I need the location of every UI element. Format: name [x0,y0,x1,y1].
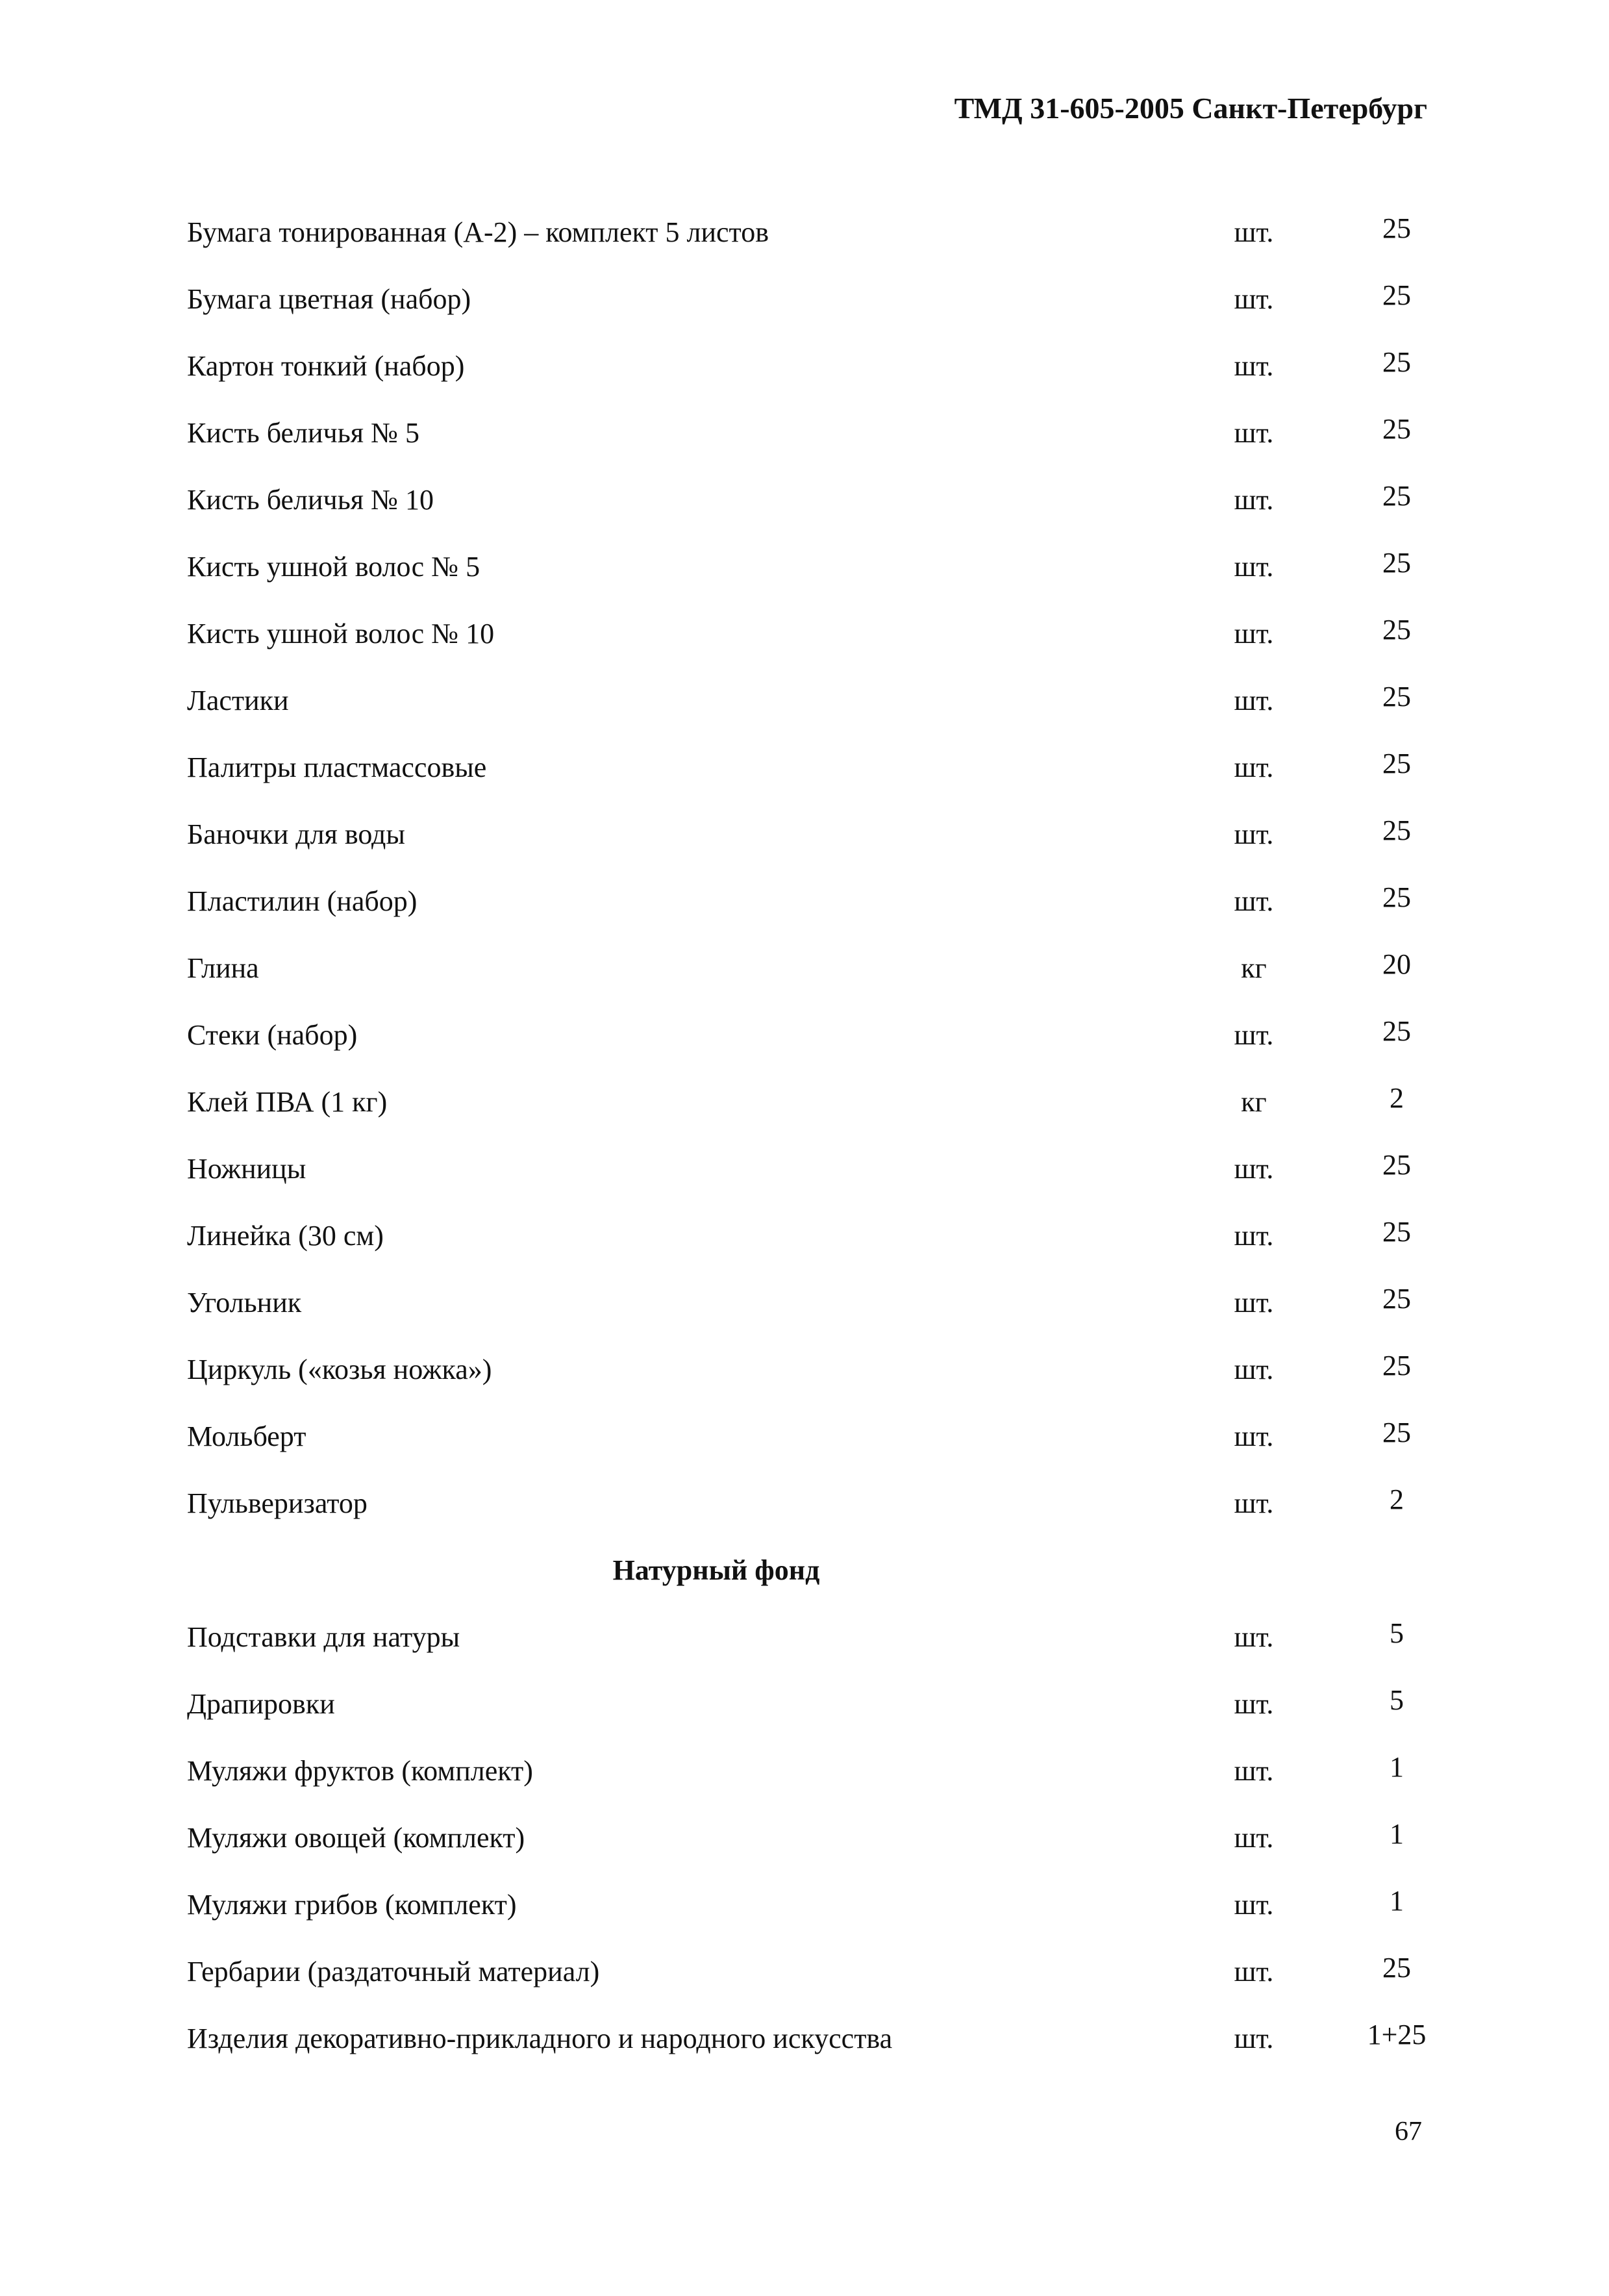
item-name: Бумага тонированная (А-2) – комплект 5 листов [187,216,769,248]
item-unit: шт. [1234,1621,1274,1653]
list-item [187,209,1427,276]
item-unit: кг [1241,1086,1267,1118]
list-item [187,276,1427,343]
item-unit: шт. [1234,2023,1274,2054]
item-quantity: 25 [1382,1283,1411,1315]
item-name: Подставки для натуры [187,1621,460,1653]
item-unit: шт. [1234,417,1274,449]
list-item [187,2015,1427,2082]
item-quantity: 2 [1390,1483,1404,1515]
equipment-list [187,209,1427,2082]
item-name: Муляжи фруктов (комплект) [187,1755,533,1787]
item-name: Пластилин (набор) [187,885,418,917]
item-unit: шт. [1234,751,1274,783]
item-name: Муляжи грибов (комплект) [187,1889,517,1921]
item-quantity: 5 [1390,1617,1404,1649]
item-quantity: 25 [1382,1417,1411,1448]
item-name: Палитры пластмассовые [187,751,487,783]
list-item [187,878,1427,945]
item-quantity: 25 [1382,1350,1411,1381]
item-name: Баночки для воды [187,818,405,850]
list-item [187,1614,1427,1681]
item-quantity: 1 [1390,1751,1404,1783]
list-item [187,1480,1427,1547]
list-item [187,1012,1427,1079]
item-quantity: 25 [1382,547,1411,579]
list-item [187,1079,1427,1146]
item-quantity: 25 [1382,881,1411,913]
item-name: Линейка (30 см) [187,1220,384,1252]
item-unit: шт. [1234,1420,1274,1452]
item-unit: шт. [1234,685,1274,716]
item-quantity: 1+25 [1367,2019,1427,2050]
list-item [187,1681,1427,1748]
item-unit: шт. [1234,1354,1274,1385]
item-quantity: 25 [1382,212,1411,244]
item-unit: шт. [1234,1889,1274,1921]
list-item [187,1146,1427,1213]
item-quantity: 25 [1382,614,1411,646]
item-quantity: 1 [1390,1818,1404,1850]
item-unit: шт. [1234,1287,1274,1318]
item-name: Пульверизатор [187,1487,368,1519]
item-unit: шт. [1234,1220,1274,1252]
item-name: Клей ПВА (1 кг) [187,1086,388,1118]
list-item [187,1346,1427,1413]
item-name: Кисть ушной волос № 5 [187,551,480,583]
item-name: Картон тонкий (набор) [187,350,465,382]
list-item [187,1949,1427,2015]
list-item [187,1815,1427,1882]
item-name: Изделия декоративно-прикладного и народного искусства [187,2023,893,2054]
item-unit: шт. [1234,484,1274,516]
item-quantity: 25 [1382,1216,1411,1248]
item-quantity: 5 [1390,1684,1404,1716]
list-item [187,677,1427,744]
list-item [187,544,1427,611]
item-unit: шт. [1234,818,1274,850]
item-unit: шт. [1234,1755,1274,1787]
item-unit: кг [1241,952,1267,984]
item-name: Муляжи овощей (комплект) [187,1822,525,1854]
item-quantity: 25 [1382,1149,1411,1181]
item-unit: шт. [1234,1487,1274,1519]
item-unit: шт. [1234,350,1274,382]
list-item [187,945,1427,1012]
document-header: ТМД 31-605-2005 Санкт-Петербург [954,92,1427,125]
page-number: 67 [1395,2117,1422,2147]
item-unit: шт. [1234,1019,1274,1051]
item-name: Глина [187,952,259,984]
section-heading [187,1547,1427,1614]
item-unit: шт. [1234,551,1274,583]
item-quantity: 25 [1382,1952,1411,1984]
item-quantity: 20 [1382,948,1411,980]
list-item [187,611,1427,677]
item-quantity: 1 [1390,1885,1404,1917]
list-item [187,1280,1427,1346]
item-name: Мольберт [187,1420,306,1452]
list-item [187,1213,1427,1280]
item-quantity: 25 [1382,279,1411,311]
item-unit: шт. [1234,216,1274,248]
item-quantity: 25 [1382,346,1411,378]
item-quantity: 25 [1382,748,1411,779]
item-name: Кисть беличья № 5 [187,417,419,449]
list-item [187,1413,1427,1480]
item-name: Кисть беличья № 10 [187,484,434,516]
item-unit: шт. [1234,1688,1274,1720]
list-item [187,477,1427,544]
list-item [187,410,1427,477]
item-quantity: 25 [1382,1015,1411,1047]
item-name: Кисть ушной волос № 10 [187,618,495,650]
item-name: Драпировки [187,1688,335,1720]
list-item [187,1748,1427,1815]
item-unit: шт. [1234,283,1274,315]
list-item [187,811,1427,878]
list-item [187,343,1427,410]
item-quantity: 25 [1382,480,1411,512]
item-name: Угольник [187,1287,302,1318]
item-name: Стеки (набор) [187,1019,358,1051]
list-item [187,744,1427,811]
list-item [187,1882,1427,1949]
item-name: Гербарии (раздаточный материал) [187,1956,600,1987]
item-unit: шт. [1234,618,1274,650]
item-name: Ластики [187,685,289,716]
item-unit: шт. [1234,1153,1274,1185]
item-quantity: 2 [1390,1082,1404,1114]
item-unit: шт. [1234,1822,1274,1854]
item-quantity: 25 [1382,413,1411,445]
item-name: Циркуль («козья ножка») [187,1354,492,1385]
item-quantity: 25 [1382,681,1411,713]
item-unit: шт. [1234,885,1274,917]
item-name: Бумага цветная (набор) [187,283,471,315]
item-quantity: 25 [1382,814,1411,846]
item-unit: шт. [1234,1956,1274,1987]
item-name: Ножницы [187,1153,306,1185]
section-title: Натурный фонд [612,1554,820,1586]
